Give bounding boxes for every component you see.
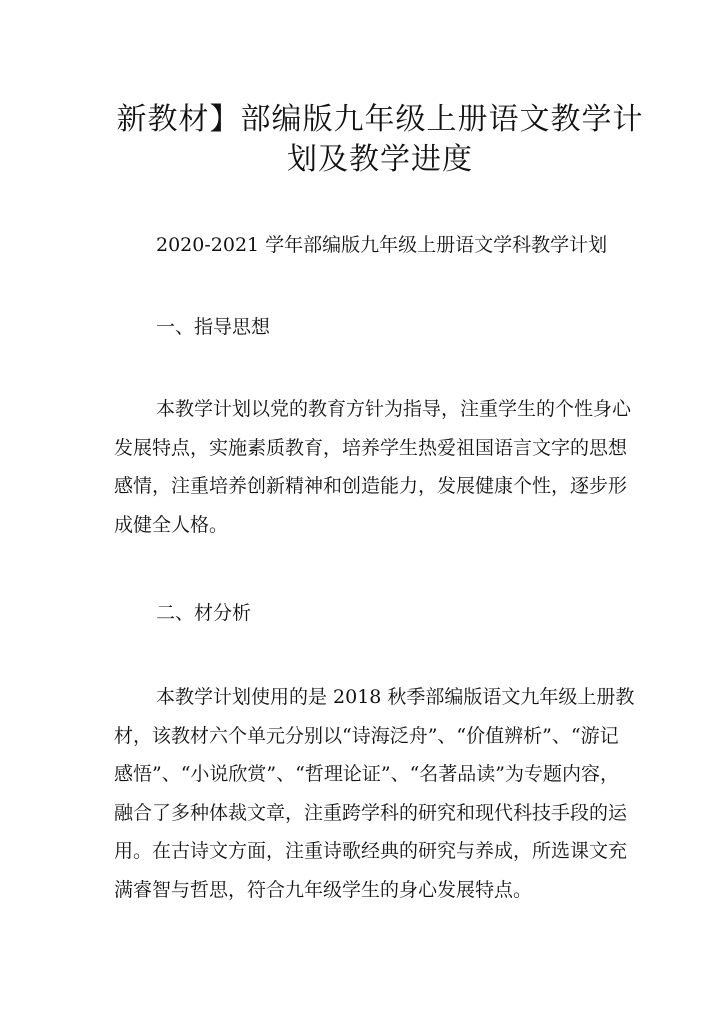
paragraph-line: 成健全人格。 (114, 513, 229, 536)
title-line: 新教材】部编版九年级上册语文教学计 (116, 102, 644, 137)
section-paragraph-guiding-ideology (114, 390, 662, 544)
paragraph-line: 融合了多种体裁文章，注重跨学科的研究和现代科技手段的运 (114, 801, 628, 824)
paragraph-line: 本教学计划以党的教育方针为指导，注重学生的个性身心 (156, 398, 632, 420)
document-subtitle: 2020-2021 学年部编版九年级上册语文学科教学计划 (156, 234, 608, 256)
paragraph-line: 发展特点，实施素质教育，培养学生热爱祖国语言文字的思想 (114, 436, 628, 459)
paragraph-line: 感情，注重培养创新精神和创造能力，发展健康个性，逐步形 (114, 475, 628, 497)
paragraph-line: 材，该教材六个单元分别以“诗海泛舟”、“价值辨析”、“游记 (114, 724, 619, 747)
paragraph-line: 感悟”、“小说欣赏”、“哲理论证”、“名著品读”为专题内容， (114, 763, 619, 785)
title-line: 划及教学进度 (287, 142, 473, 177)
section-paragraph-material-analysis (114, 678, 662, 909)
paragraph-line: 满睿智与哲思，符合九年级学生的身心发展特点。 (114, 878, 533, 901)
section-heading-guiding-ideology: 一、指导思想 (156, 316, 271, 338)
paragraph-line: 本教学计划使用的是 2018 秋季部编版语文九年级上册教 (156, 686, 635, 708)
document-title (110, 100, 650, 180)
section-heading-material-analysis: 二、材分析 (156, 602, 252, 624)
paragraph-line: 用。在古诗文方面，注重诗歌经典的研究与养成，所选课文充 (114, 840, 628, 862)
